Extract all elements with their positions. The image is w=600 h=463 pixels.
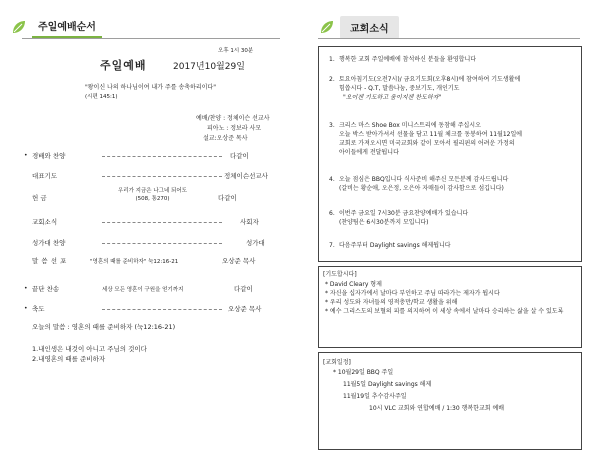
news-item: 3. 크리스 마스 Shoe Box 미니스트리에 동참해 주십시오 오늘 박스 받아가셔서 선물을 담고 11월 체크를 동봉하여 11월12일에 교회로 가져오시면 미국교회와 같이 모아서 필리핀의 어려운 가정의 아이들에게 전달됩니다 — [329, 122, 523, 156]
row-bullet: • — [24, 152, 28, 159]
order-middle: "영혼의 때를 준비하자" 눅12:16-21 — [90, 258, 179, 265]
order-value: 정체이슨선교사 — [224, 172, 268, 180]
leaf-icon — [10, 18, 28, 36]
left-header — [10, 16, 102, 38]
news-item: 6. 이번주 금요일 7시30분 금요찬양예배가 있습니다 (찬양팀은 6시30분까지 모입니다) — [329, 210, 469, 226]
row-bullet: • — [24, 285, 28, 292]
service-time: 오후 1시 30분 — [218, 48, 254, 54]
order-row — [24, 151, 284, 160]
order-label: 끝단 찬송 — [32, 285, 60, 293]
prayer-item: * David Cleary 형제 — [325, 281, 382, 288]
sermon-line: 오늘의 말씀 : 영혼의 때를 준비하자 (눅12:16-21) — [32, 323, 176, 331]
dash-leader — [102, 308, 222, 310]
news-item: 1. 행복한 교회 주일예배에 참석하신 분들을 환영합니다 — [329, 56, 477, 63]
dash-leader — [102, 155, 222, 157]
schedule-item: * 10월29일 BBQ 주일 — [333, 369, 394, 376]
dash-leader — [102, 175, 222, 177]
service-date: 2017년10월29일 — [173, 62, 245, 72]
order-row — [24, 284, 284, 293]
sermon-point: 1.내인생은 내것이 아니고 주님의 것이다 — [32, 345, 147, 353]
order-value: 사회자 — [240, 218, 259, 226]
dash-leader — [102, 221, 222, 223]
order-row — [32, 171, 292, 180]
leader-piano: 피아노 : 정보라 사모 — [207, 125, 262, 132]
news-item: 2. 토요아침기도(오전7시)/ 금요기도회(오후8시)에 참여하여 기도생활에 힘씁시다 - Q.T, 말씀나눔, 중보기도, 개인기도 "오이겐 기도하고 움이지겐 찬도하자" — [329, 76, 521, 101]
order-value: 다같이 — [230, 152, 249, 160]
prayer-box — [318, 266, 582, 348]
verse-ref: (시편 145:1) — [85, 94, 118, 100]
prayer-item: * 자신을 십자가에서 날마다 부인하고 주님 따라가는 제자가 됩시다 — [325, 290, 500, 297]
order-label: 교회소식 — [32, 218, 58, 226]
order-label: 축도 — [32, 305, 45, 313]
left-header-title: 주일예배순서 — [32, 15, 102, 39]
order-row — [32, 238, 292, 247]
news-box — [318, 46, 582, 262]
left-header-rule — [22, 38, 280, 39]
order-middle: 세상 모든 영혼이 구원을 얻기까지 — [102, 286, 184, 293]
order-label: 성가대 찬양 — [32, 239, 66, 247]
schedule-item: 11월19일 추수감사주일 — [343, 393, 407, 400]
leaf-icon — [318, 18, 336, 36]
order-label: 헌 금 — [32, 194, 47, 202]
prayer-item: * 예수 그리스도의 보혈의 피를 의지하여 이 세상 속에서 날마다 승리하는 삶을 살 수 있도록 — [325, 308, 564, 315]
service-title: 주일예배 — [100, 59, 147, 72]
verse-quote: "왕이신 나의 하나님이여 내가 주를 송축하리이다" — [85, 84, 216, 91]
order-value: 성가대 — [246, 239, 265, 247]
news-item: 7. 다음주부터 Daylight savings 해제됩니다 — [329, 242, 451, 249]
leader-sermon: 설교:오상준 목사 — [203, 135, 248, 142]
right-header-title: 교회소식 — [340, 16, 399, 39]
schedule-title: [교회일정] — [323, 359, 351, 366]
right-header — [318, 16, 399, 38]
order-label: 경배와 찬양 — [32, 152, 66, 160]
schedule-item: 11월5일 Daylight savings 해제 — [343, 381, 432, 388]
order-middle: 우리가 지금은 나그네 되어도 (508, 통270) — [117, 188, 187, 202]
right-header-rule — [318, 38, 580, 39]
order-value: 다같이 — [234, 285, 253, 293]
order-label: 대표기도 — [32, 172, 58, 180]
order-row — [32, 217, 292, 226]
order-value: 다같이 — [218, 194, 237, 202]
prayer-item: * 우리 성도와 자녀들의 영적충만/학교 생활을 위해 — [325, 299, 458, 306]
order-label: 말 씀 선 포 — [32, 257, 67, 265]
order-value: 오상준 목사 — [222, 257, 256, 265]
schedule-box — [318, 352, 582, 450]
order-row — [24, 304, 284, 313]
prayer-title: [기도합시다] — [323, 271, 357, 278]
leader-worship: 예배/찬양 : 정체이슨 선교사 — [196, 115, 270, 122]
order-value: 오상준 목사 — [228, 305, 262, 313]
dash-leader — [102, 242, 222, 244]
row-bullet: • — [24, 305, 28, 312]
schedule-item: 10시 VLC 교회와 연합예배 / 1:30 행복한교회 예배 — [369, 405, 505, 412]
sermon-point: 2.내영혼의 때를 준비하자 — [32, 355, 106, 363]
order-row — [32, 256, 292, 265]
news-item: 4. 오늘 점심은 BBQ입니다 식사준비 해주신 모든분께 감사드립니다 (갈비는 황순애, 오은정, 오은아 자매들이 감사함으로 섬깁니다) — [329, 176, 509, 192]
